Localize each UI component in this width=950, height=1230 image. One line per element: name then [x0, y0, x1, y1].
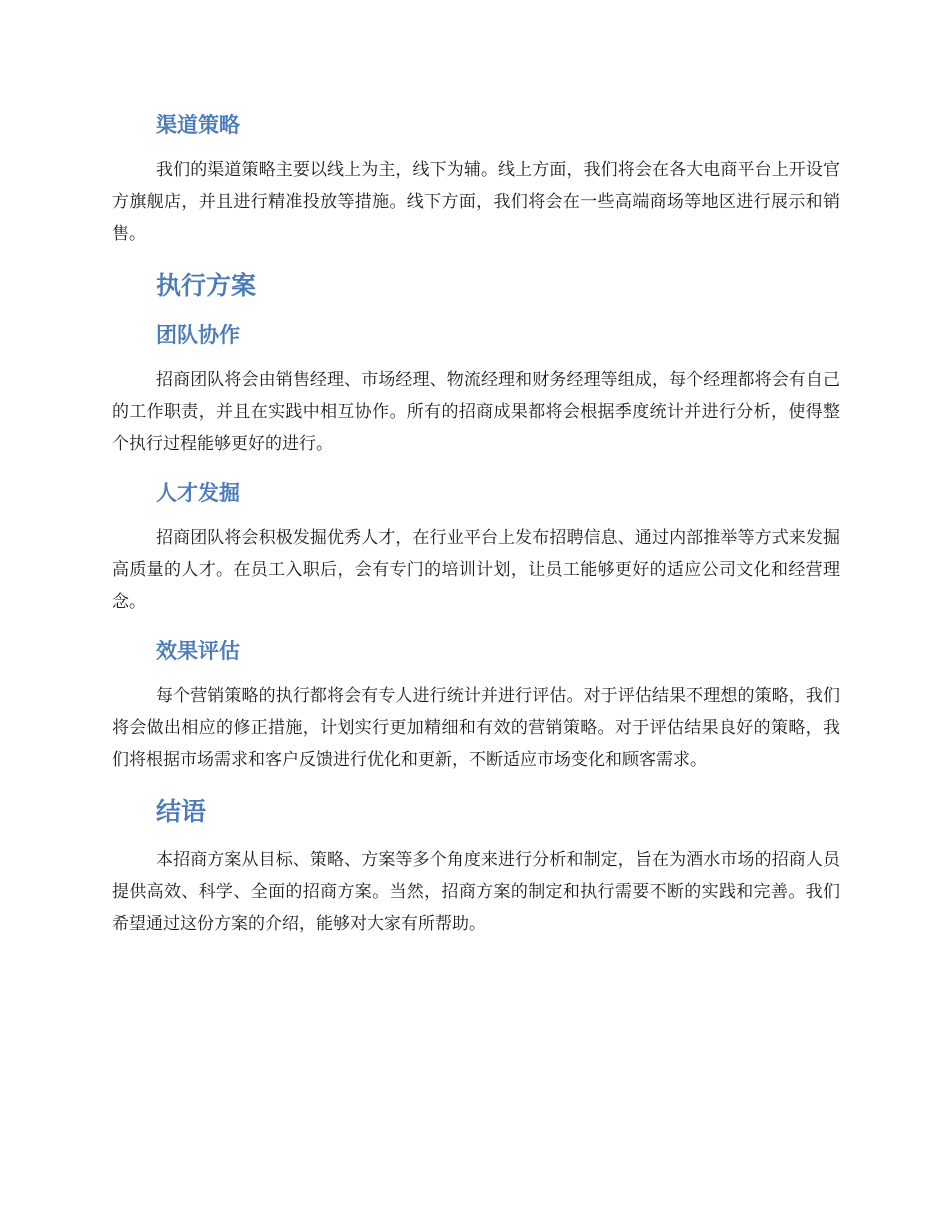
section-body-talent-discovery: 招商团队将会积极发掘优秀人才，在行业平台上发布招聘信息、通过内部推举等方式来发掘高质量的人才。在员工入职后，会有专门的培训计划，让员工能够更好的适应公司文化和经营理念。	[112, 528, 840, 612]
section-body-effect-evaluation: 每个营销策略的执行都将会有专人进行统计并进行评估。对于评估结果不理想的策略，我们将会做出相应的修正措施，计划实行更加精细和有效的营销策略。对于评估结果良好的策略，我们将根据市场需求和客户反馈进行优化和更新，不断适应市场变化和顾客需求。	[112, 686, 840, 770]
section-heading-execution-plan: 执行方案	[156, 271, 257, 300]
section-heading-conclusion: 结语	[156, 797, 207, 826]
section-body-channel-strategy: 我们的渠道策略主要以线上为主，线下为辅。线上方面，我们将会在各大电商平台上开设官方旗舰店，并且进行精准投放等措施。线下方面，我们将会在一些高端商场等地区进行展示和销售。	[112, 160, 840, 244]
section-body-team-collaboration: 招商团队将会由销售经理、市场经理、物流经理和财务经理等组成，每个经理都将会有自己的工作职责，并且在实践中相互协作。所有的招商成果都将会根据季度统计并进行分析，使得整个执行过程能够更好的进行。	[112, 370, 840, 454]
section-body-conclusion: 本招商方案从目标、策略、方案等多个角度来进行分析和制定，旨在为酒水市场的招商人员提供高效、科学、全面的招商方案。当然，招商方案的制定和执行需要不断的实践和完善。我们希望通过这份方案的介绍，能够对大家有所帮助。	[112, 850, 840, 934]
section-heading-team-collaboration: 团队协作	[156, 323, 240, 347]
section-heading-effect-evaluation: 效果评估	[156, 639, 240, 663]
section-heading-talent-discovery: 人才发掘	[156, 481, 240, 505]
document-content	[112, 108, 840, 940]
section-heading-channel-strategy: 渠道策略	[156, 113, 240, 137]
